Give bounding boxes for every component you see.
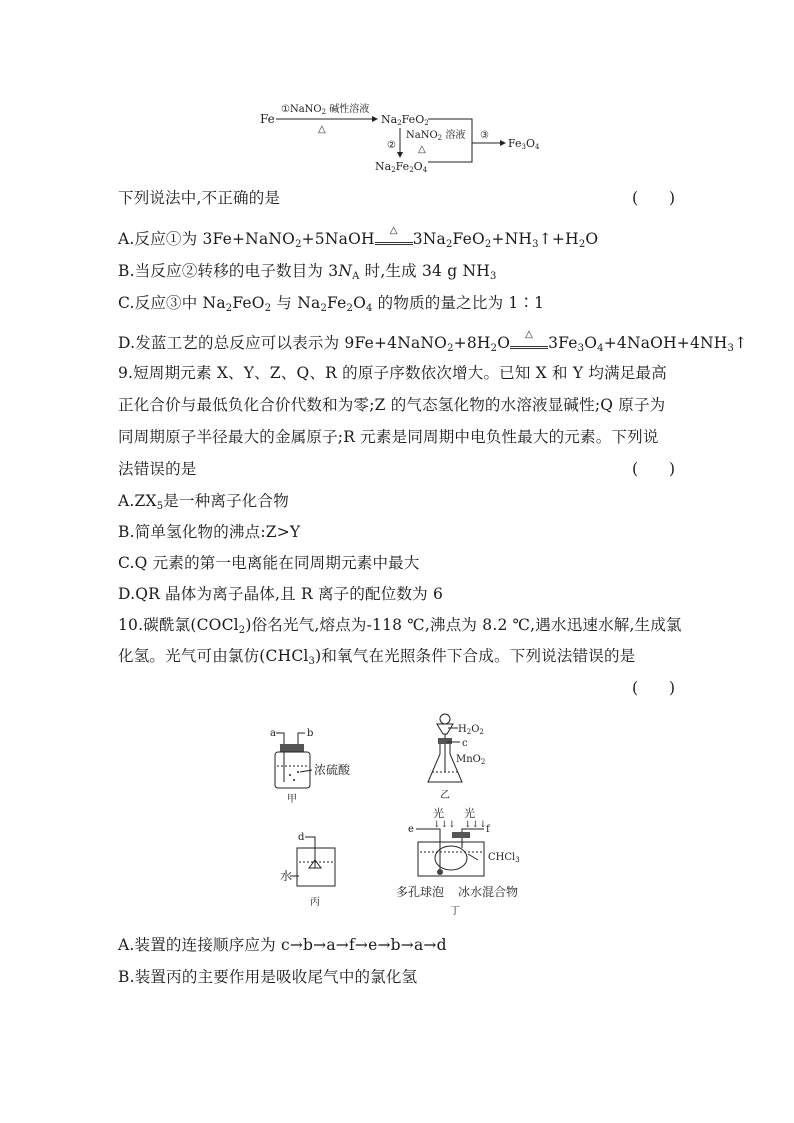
ding-light2: 光 [464,807,475,820]
apparatus-yi [428,714,485,801]
q9-line3: 同周期原子半径最大的金属原子;R 元素是同周期中电负性最大的元素。下列说 [118,428,659,446]
bing-water-label: 水 [280,869,293,883]
flow-step1-bottom: △ [318,124,326,135]
yi-h2o2-label: $H_2O_2$ [458,724,484,736]
apparatus-ding [396,806,520,917]
ding-light1: 光 [433,807,444,820]
q8-option-c: C.反应③中 $Na_2FeO_2$ 与 $Na_2Fe_2O_4$ 的物质的量之比为 1∶1 [118,294,545,314]
q9-option-c: C.Q 元素的第一电离能在同周期元素中最大 [118,554,420,572]
ding-ice-label: 冰水混合物 [458,885,519,899]
q10-paren: ( ) [632,679,676,697]
jia-liquid-label: 浓硫酸 [314,763,351,777]
q10-line1: 10.碳酰氯(COCl$_2$)俗名光气,熔点为-118 ℃,沸点为 8.2 ℃,遇水迅速水解,生成氯 [118,616,682,636]
flow-step3-num: ③ [480,130,489,141]
q9-line1: 9.短周期元素 X、Y、Z、Q、R 的原子序数依次增大。已知 X 和 Y 均满足最高 [118,364,667,382]
apparatus-jia [270,728,351,805]
ding-f-label: f [486,824,490,835]
bing-name: 丙 [310,897,320,908]
flow-step2-num: ② [387,140,396,151]
ding-e-label: e [408,824,414,835]
jia-b-label: b [307,728,314,739]
flow-step1-top: ①NaNO$_2$ 碱性溶液 [281,104,370,116]
yi-name: 乙 [440,790,450,801]
q9-paren: ( ) [632,460,676,478]
jia-a-label: a [270,728,276,739]
jia-name: 甲 [287,794,297,805]
q8-stem: 下列说法中,不正确的是 [118,189,281,207]
flow-step2-bottom: △ [418,144,426,155]
q8-option-d: D.发蓝工艺的总反应可以表示为 $9Fe+4NaNO_2+8H_2O$ △ $3Fe_3O_4+4NaOH+4NH_3↑$ [118,329,748,354]
q10-line2: 化氢。光气可由氯仿(CHCl$_3$)和氧气在光照条件下合成。下列说法错误的是 [118,647,636,667]
q9-line4: 法错误的是 [118,460,197,478]
ding-name: 丁 [450,906,460,917]
q8-option-a: A.反应①为 3Fe+NaNO$_2$+5NaOH △ $3Na_2FeO_2+NH_3↑+H_2O$ [118,225,599,250]
q8-paren: ( ) [632,189,676,207]
q10-option-a: A.装置的连接顺序应为 c→b→a→f→e→b→a→d [118,936,447,954]
flow-step2-text: NaNO$_2$ 溶液 [406,130,466,142]
flow-na2fe2o4: Na2Fe2O4 [375,160,428,174]
ding-chcl3-label: CHCl$_3$ [488,852,520,864]
reaction-flow-diagram [0,0,794,180]
yi-c-label: c [462,738,468,749]
q8-option-b: B.当反应②转移的电子数目为 $3N_A$ 时,生成 34 g $NH_3$ [118,262,497,282]
q10-option-b: B.装置丙的主要作用是吸收尾气中的氯化氢 [118,968,418,986]
apparatus-diagram [0,700,794,930]
ding-bubble-label: 多孔球泡 [396,885,445,899]
yi-mno2-label: MnO$_2$ [456,754,486,766]
flow-na2feo2: Na2FeO2 [381,113,429,127]
q9-option-a: $A.ZX_5$是一种离子化合物 [118,492,289,512]
bing-d-label: d [298,832,305,843]
flow-fe3o4: Fe3O4 [508,137,540,151]
svg-text:↓↓↓: ↓↓↓ [433,820,456,830]
q9-line2: 正化合价与最低负化合价代数和为零;Z 的气态氢化物的水溶液显碱性;Q 原子为 [118,396,666,414]
q9-option-b: B.简单氢化物的沸点:Z>Y [118,523,301,541]
apparatus-bing [280,832,335,908]
svg-text:↓↓↓: ↓↓↓ [464,820,487,830]
q9-option-d: D.QR 晶体为离子晶体,且 R 离子的配位数为 6 [118,585,444,603]
flow-fe: Fe [260,112,275,126]
